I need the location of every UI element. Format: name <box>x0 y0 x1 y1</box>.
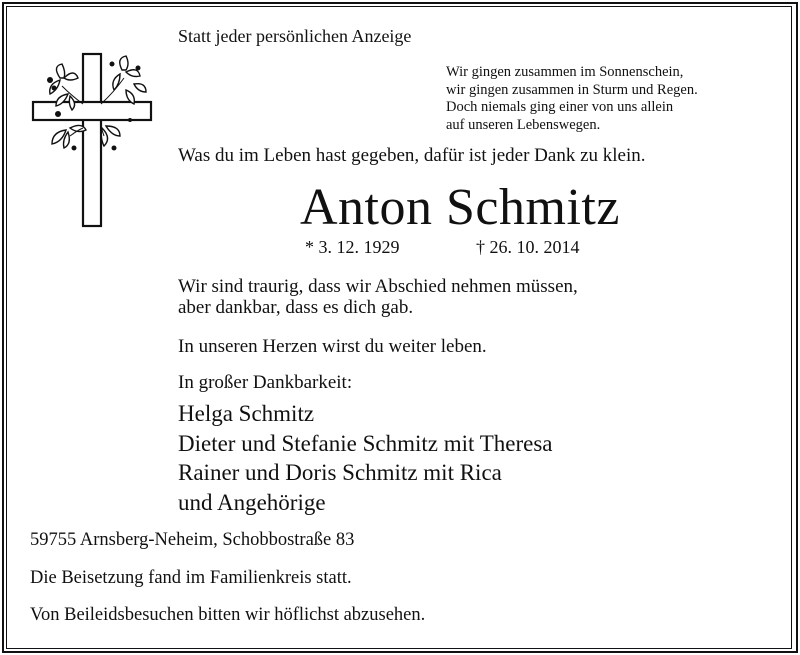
poem-line: Doch niemals ging einer von uns allein <box>446 99 674 115</box>
cross-with-lilies-icon <box>30 50 160 230</box>
farewell-paragraph <box>178 276 578 318</box>
paragraph-line: aber dankbar, dass es dich gab. <box>178 297 414 318</box>
mourners-intro: In großer Dankbarkeit: <box>178 372 353 393</box>
poem-line: auf unseren Lebenswegen. <box>446 116 601 133</box>
paragraph-line: Wir sind traurig, dass wir Abschied nehmen müssen, <box>178 276 578 297</box>
mourner-name: Rainer und Doris Schmitz mit Rica <box>178 460 502 485</box>
poem <box>446 64 698 134</box>
mourners-list <box>178 399 553 517</box>
condolence-note: Von Beileidsbesuchen bitten wir höflichst abzusehen. <box>30 605 426 625</box>
deceased-name: Anton Schmitz <box>300 179 620 236</box>
address-text: 59755 Arnsberg-Neheim, Schobbostraße 83 <box>30 530 355 550</box>
mourner-name: Helga Schmitz <box>178 401 315 426</box>
header-text: Statt jeder persönlichen Anzeige <box>178 26 412 46</box>
mourner-name: Dieter und Stefanie Schmitz mit Theresa <box>178 430 553 456</box>
death-date: † 26. 10. 2014 <box>476 237 580 257</box>
remembrance-paragraph: In unseren Herzen wirst du weiter leben. <box>178 336 487 357</box>
burial-note: Die Beisetzung fand im Familienkreis statt. <box>30 568 352 588</box>
mourner-name: und Angehörige <box>178 489 326 515</box>
poem-line: wir gingen zusammen in Sturm und Regen. <box>446 81 698 98</box>
birth-date: * 3. 12. 1929 <box>305 237 400 257</box>
poem-line: Wir gingen zusammen im Sonnenschein, <box>446 64 684 80</box>
quote-text: Was du im Leben hast gegeben, dafür ist jeder Dank zu klein. <box>178 145 646 166</box>
